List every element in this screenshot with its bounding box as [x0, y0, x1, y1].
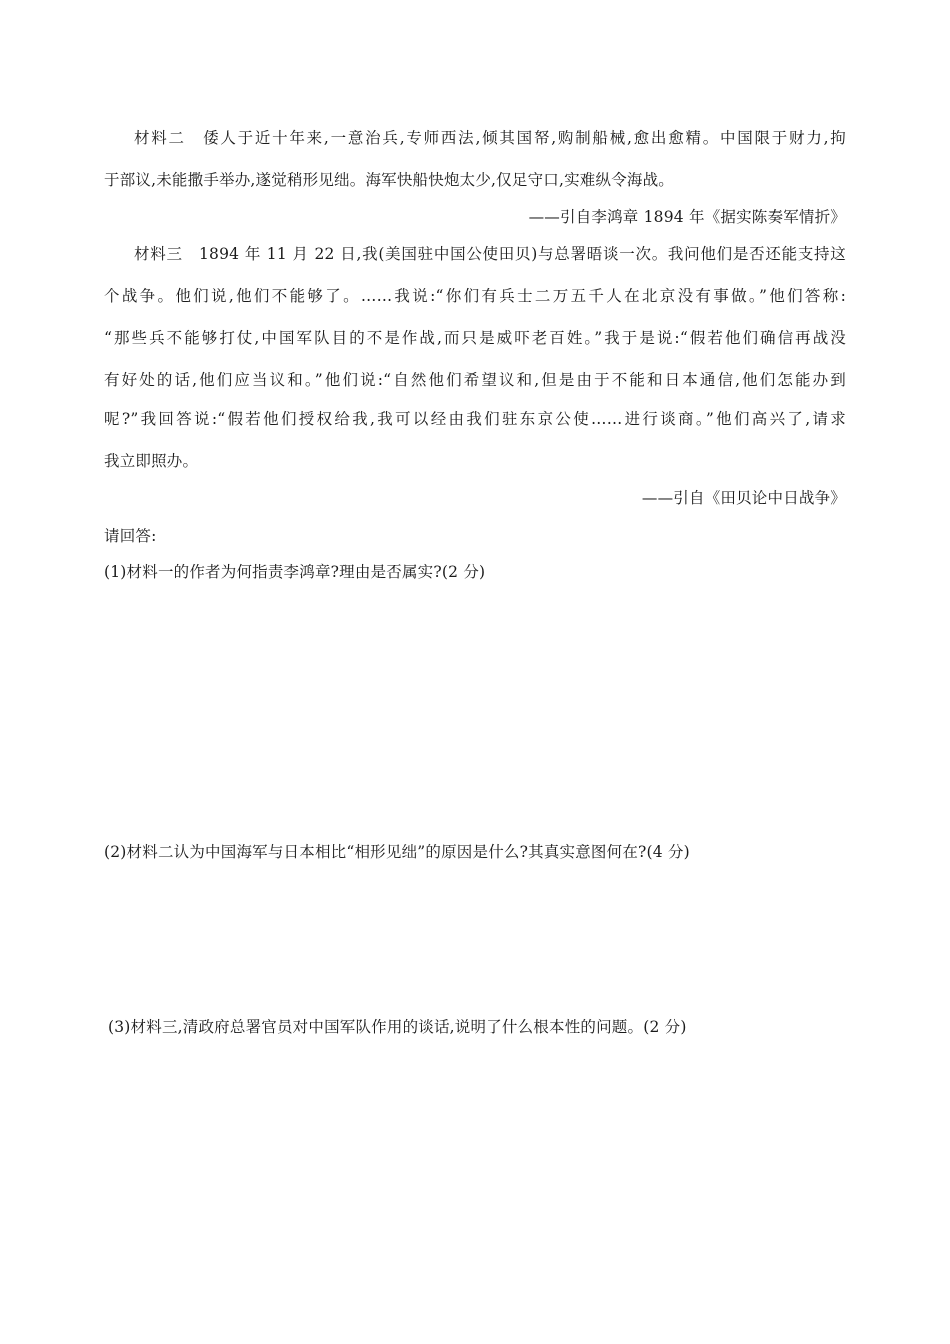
question-3: (3)材料三,清政府总署官员对中国军队作用的谈话,说明了什么根本性的问题。(2 分) — [108, 1018, 687, 1036]
material2-line-2: 于部议,未能撒手举办,遂觉稍形见绌。海军快船快炮太少,仅足守口,实难纵令海战。 — [104, 171, 675, 189]
material2-line-1: 材料二 倭人于近十年来,一意治兵,专师西法,倾其国帑,购制船械,愈出愈精。中国限于财力,拘 — [134, 129, 846, 147]
material3-line-3: “那些兵不能够打仗,中国军队目的不是作战,而只是威吓老百姓。”我于是说:“假若他们确信再战没 — [104, 329, 846, 347]
material3-line-6: 我立即照办。 — [104, 452, 199, 470]
material3-source: ——引自《田贝论中日战争》 — [641, 489, 846, 507]
material2-source: ——引自李鸿章 1894 年《据实陈奏军情折》 — [528, 208, 846, 226]
material3-line-5: 呢?”我回答说:“假若他们授权给我,我可以经由我们驻东京公使……进行谈商。”他们高兴了,请求 — [104, 410, 846, 428]
question-1: (1)材料一的作者为何指责李鸿章?理由是否属实?(2 分) — [104, 563, 486, 581]
material3-line-4: 有好处的话,他们应当议和。”他们说:“自然他们希望议和,但是由于不能和日本通信,他们怎能办到 — [104, 371, 846, 389]
material3-line-2: 个战争。他们说,他们不能够了。……我说:“你们有兵士二万五千人在北京没有事做。”他们答称: — [104, 287, 846, 305]
question-2: (2)材料二认为中国海军与日本相比“相形见绌”的原因是什么?其真实意图何在?(4 分) — [104, 843, 690, 861]
material3-line-1: 材料三 1894 年 11 月 22 日,我(美国驻中国公使田贝)与总署晤谈一次。我问他们是否还能支持这 — [134, 245, 846, 263]
answer-prompt: 请回答: — [104, 527, 157, 545]
